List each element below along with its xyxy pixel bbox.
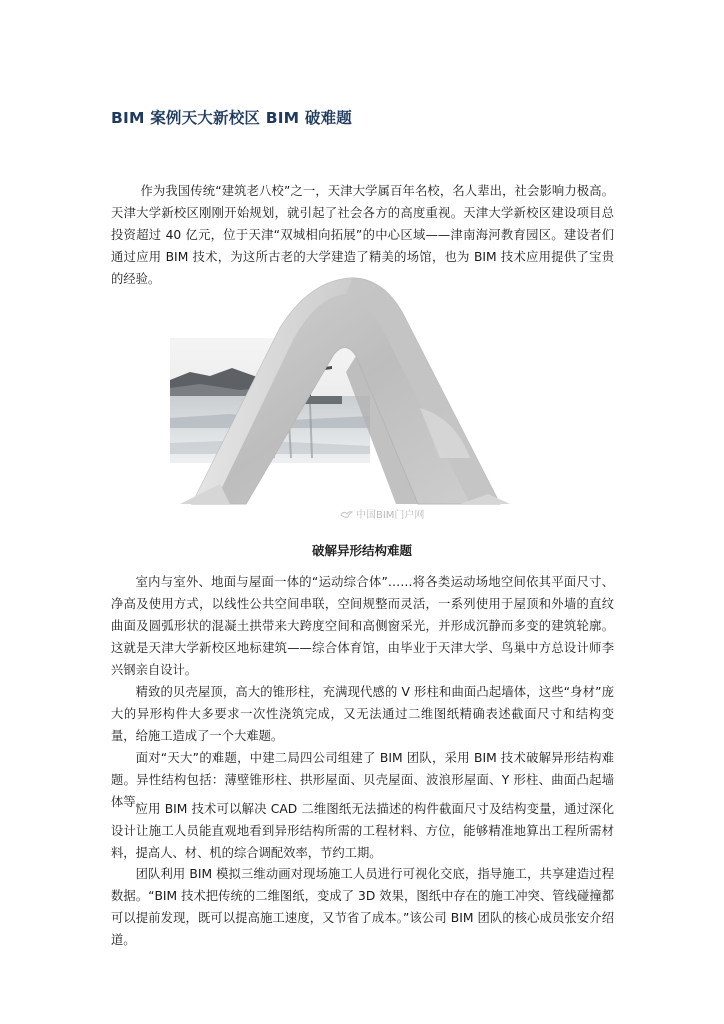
section-heading: 破解异形结构难题: [311, 543, 412, 558]
watermark-text: 中国BIM门户网: [356, 510, 425, 521]
arch-building-image: [170, 268, 510, 530]
watermark: [340, 506, 424, 521]
intro-paragraph: 作为我国传统“建筑老八校”之一，天津大学属百年名校，名人辈出，社会影响力极高。天津大学新校区刚刚开始规划，就引起了社会各方的高度重视。天津大学新校区建设项目总投资超过 40 亿元，位于天津“双城相向拓展”的中心区域——津南海河教育园区。建设者们通过应用 BIM 技术，为这所古老的大学建造了精美的场馆，也为 BIM 技术应用提供了宝贵的经验。: [111, 184, 614, 286]
body-paragraph-4: 应用 BIM 技术可以解决 CAD 二维图纸无法描述的构件截面尺寸及结构变量，通过深化设计让施工人员能直观地看到异形结构所需的工程材料、方位，能够精准地算出工程所需材料，提高人、材、机的综合调配效率，节约工期。: [111, 802, 614, 860]
arch-illustration: [170, 268, 510, 530]
body-paragraph-2: 精致的贝壳屋顶，高大的锥形柱，充满现代感的 V 形柱和曲面凸起墙体，这些“身材”庞大的异形构件大多要求一次性浇筑完成，又无法通过二维图纸精确表述截面尺寸和结构变量，给施工造成了一个大难题。: [111, 685, 614, 743]
body-paragraph-3: 面对“天大”的难题，中建二局四公司组建了 BIM 团队，采用 BIM 技术破解异形结构难题。异性结构包括：薄壁锥形柱、拱形屋面、贝壳屋面、波浪形屋面、Y 形柱、曲面凸起墙体等。: [111, 751, 614, 809]
bird-logo-icon: [340, 509, 353, 519]
body-paragraph-5: 团队利用 BIM 模拟三维动画对现场施工人员进行可视化交底，指导施工，共享建造过程数据。“BIM 技术把传统的二维图纸，变成了 3D 效果，图纸中存在的施工冲突、管线碰撞都可以提前发现，既可以提高施工速度，又节省了成本。”该公司 BIM 团队的核心成员张安介绍道。: [111, 867, 614, 947]
page-title: BIM 案例天大新校区 BIM 破难题: [111, 109, 353, 127]
body-paragraph-1: 室内与室外、地面与屋面一体的“运动综合体”……将各类运动场地空间依其平面尺寸、净高及使用方式，以线性公共空间串联，空间规整而灵活，一系列使用于屋顶和外墙的直纹曲面及圆弧形状的混凝土拱带来大跨度空间和高侧窗采光，并形成沉静而多变的建筑轮廓。这就是天津大学新校区地标建筑——综合体育馆，由毕业于天津大学、鸟巢中方总设计师李兴钢亲自设计。: [111, 575, 614, 677]
